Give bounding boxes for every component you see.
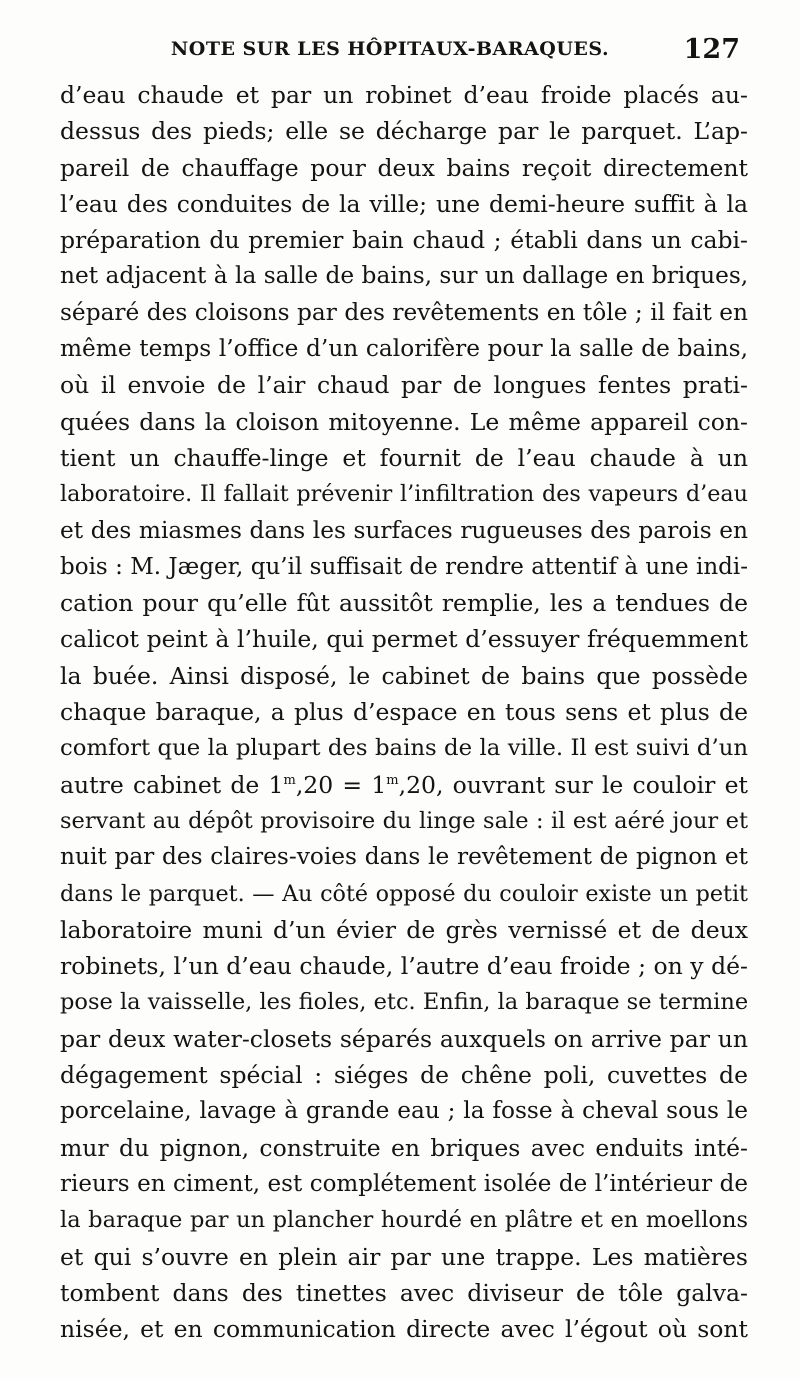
text-line: tient un chauffe-linge et fournit de l’eau chaude à un — [60, 443, 748, 472]
text-line: dessus des pieds; elle se décharge par le parquet. L’ap- — [60, 117, 748, 146]
text-line: laboratoire. Il fallait prévenir l’infiltration des vapeurs d’eau — [60, 481, 748, 508]
text-line: dégagement spécial : siéges de chêne poli, cuvettes de — [60, 1061, 748, 1090]
text-line: mur du pignon, construite en briques avec enduits inté- — [60, 1133, 748, 1162]
text-line: et qui s’ouvre en plein air par une trappe. Les matières — [60, 1242, 748, 1271]
text-line: quées dans la cloison mitoyenne. Le même appareil con- — [60, 407, 748, 436]
text-line: d’eau chaude et par un robinet d’eau froide placés au- — [60, 81, 748, 109]
text-line: préparation du premier bain chaud ; établi dans un cabi- — [60, 226, 748, 255]
text-line: chaque baraque, a plus d’espace en tous sens et plus de — [60, 698, 748, 727]
superscript-unit: m — [386, 772, 399, 788]
text-line: où il envoie de l’air chaud par de longues fentes prati- — [60, 371, 748, 400]
text-line: même temps l’office d’un calorifère pour la salle de bains, — [60, 335, 748, 363]
text-line: pareil de chauffage pour deux bains reçoit directement — [60, 153, 748, 182]
text-line: net adjacent à la salle de bains, sur un dallage en briques, — [60, 262, 748, 290]
text-line-dimensions — [60, 767, 748, 803]
text-line: la baraque par un plancher hourdé en plâtre et en moellons — [60, 1207, 748, 1234]
text-line: pose la vaisselle, les fioles, etc. Enfin, la baraque se termine — [60, 989, 748, 1016]
running-title: NOTE SUR LES HÔPITAUX-BARAQUES. — [170, 38, 610, 60]
superscript-unit: m — [283, 772, 296, 788]
text-line: et des miasmes dans les surfaces rugueuses des parois en — [60, 516, 748, 544]
page-number: 127 — [683, 34, 740, 65]
text-line: nuit par des claires-voies dans le revêtement de pignon et — [60, 843, 748, 871]
text-line: calicot peint à l’huile, qui permet d’essuyer fréquemment — [60, 625, 748, 654]
text-line: dans le parquet. — Au côté opposé du couloir existe un petit — [60, 880, 748, 907]
text-line: tombent dans des tinettes avec diviseur de tôle galva- — [60, 1278, 748, 1307]
text-line: l’eau des conduites de la ville; une demi-heure suffit à la — [60, 189, 748, 218]
text-line: comfort que la plupart des bains de la ville. Il est suivi d’un — [60, 735, 748, 762]
text-segment: ,20 = 1 — [295, 770, 387, 799]
text-segment: ,20, ouvrant sur le couloir et — [398, 770, 748, 799]
text-line: laboratoire muni d’un évier de grès vernissé et de deux — [60, 915, 748, 944]
text-line: séparé des cloisons par des revêtements en tôle ; il fait en — [60, 298, 748, 326]
text-line: servant au dépôt provisoire du linge sale : il est aéré jour et — [60, 807, 748, 834]
running-head — [0, 34, 800, 74]
text-line: la buée. Ainsi disposé, le cabinet de bains que possède — [60, 661, 748, 690]
text-line: cation pour qu’elle fût aussitôt remplie, les a tendues de — [60, 589, 748, 618]
text-segment: autre cabinet de 1 — [60, 770, 284, 799]
text-line: porcelaine, lavage à grande eau ; la fosse à cheval sous le — [60, 1097, 748, 1125]
body-text — [60, 77, 748, 1347]
text-line: nisée, et en communication directe avec l’égout où sont — [60, 1315, 748, 1344]
text-line: par deux water-closets séparés auxquels on arrive par un — [60, 1024, 748, 1053]
text-line: rieurs en ciment, est complétement isolée de l’intérieur de — [60, 1170, 748, 1197]
text-line: robinets, l’un d’eau chaude, l’autre d’eau froide ; on y dé- — [60, 952, 748, 981]
text-line: bois : M. Jæger, qu’il suffisait de rendre attentif à une indi- — [60, 553, 748, 580]
